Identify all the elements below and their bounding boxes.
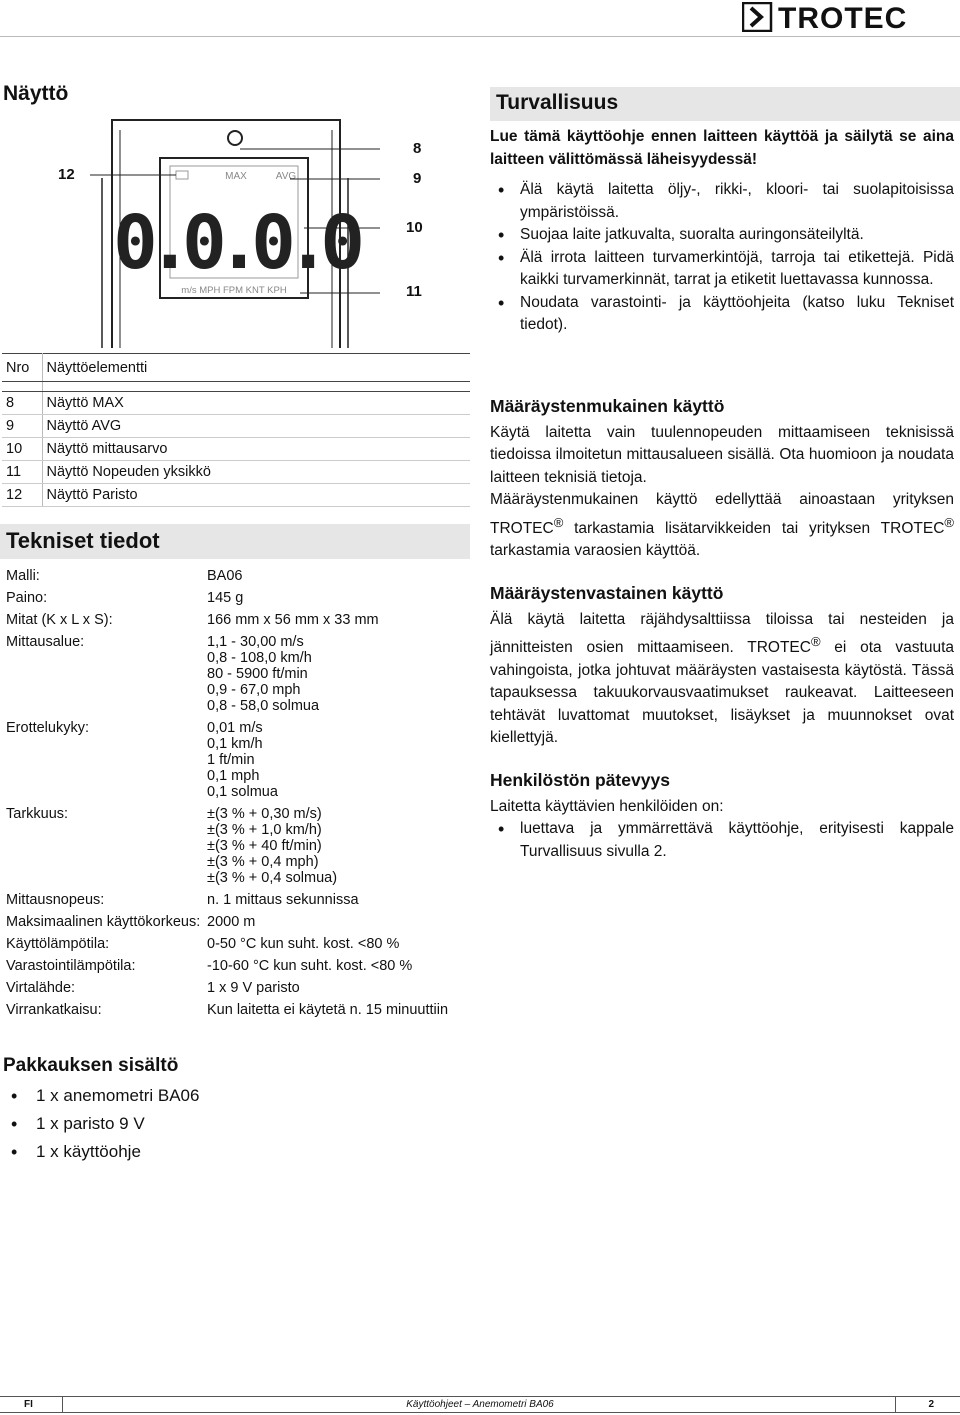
list-item: • 1 x paristo 9 V: [6, 1110, 199, 1138]
intended-text-a: Määräystenmukainen käyttö edellyttää ainoastaan yrityksen TROTEC: [490, 491, 954, 537]
intended-use-title: Määräystenmukainen käyttö: [490, 396, 725, 416]
legend-element: Näyttö Nopeuden yksikkö: [42, 461, 470, 484]
improper-text-a: Älä käytä laitetta räjähdysalttiissa tiloissa tai nesteiden ja jännitteisten osien mittaamiseen. TROTEC: [490, 610, 954, 656]
spec-row: [6, 806, 466, 886]
callout-12: 12: [58, 166, 75, 183]
list-item: • 1 x käyttöohje: [6, 1138, 199, 1166]
improper-use-section: [490, 582, 954, 750]
intended-use-p1: Käytä laitetta vain tuulennopeuden mittaamiseen teknisissä tiedoissa ilmoitetun mittausalueen sisällä. Ota huomioon ja noudata laitteen teknisiä tietoja.: [490, 423, 954, 486]
spec-key: Tarkkuus:: [6, 806, 69, 822]
spec-value: 0,01 m/s: [207, 720, 263, 736]
legend-header-row: [2, 354, 470, 382]
spec-row: [6, 612, 466, 628]
spec-row: [6, 1002, 466, 1018]
spec-row: [6, 914, 466, 930]
display-title: Näyttö: [3, 82, 69, 105]
spec-value: ±(3 % + 0,4 solmua): [207, 870, 338, 886]
list-item: • 1 x anemometri BA06: [6, 1082, 199, 1110]
legend-nr: 11: [2, 461, 42, 484]
footer-doc-title: Käyttöohjeet – Anemometri BA06: [406, 1399, 554, 1410]
spec-row: [6, 568, 466, 584]
spec-value: 0,8 - 58,0 solmua: [207, 698, 320, 714]
spec-key: Mitat (K x L x S):: [6, 612, 113, 628]
list-item: • Noudata varastointi- ja käyttöohjeita (katso luku Tekniset tiedot).: [490, 292, 954, 337]
safety-title: Turvallisuus: [490, 87, 960, 121]
legend-element: Näyttö mittausarvo: [42, 438, 470, 461]
spec-value: 1 x 9 V paristo: [207, 980, 300, 996]
personnel-bullets: [490, 818, 954, 863]
spec-value: 0,1 mph: [207, 768, 260, 784]
legend-header-element: Näyttöelementti: [42, 354, 470, 382]
spec-value: 0,8 - 108,0 km/h: [207, 650, 312, 666]
spec-row: [6, 980, 466, 996]
spec-key: Erottelukyky:: [6, 720, 89, 736]
spec-row: [6, 892, 466, 908]
spec-value: 166 mm x 56 mm x 33 mm: [207, 612, 379, 628]
spec-value: 80 - 5900 ft/min: [207, 666, 308, 682]
spec-key: Maksimaalinen käyttökorkeus:: [6, 914, 201, 930]
tech-spec-list: [6, 568, 466, 1024]
spec-key: Malli:: [6, 568, 40, 584]
list-item: • luettava ja ymmärrettävä käyttöohje, erityisesti kappale Turvallisuus sivulla 2.: [490, 818, 954, 863]
spec-value: 1,1 - 30,00 m/s: [207, 634, 304, 650]
list-item: • Älä irrota laitteen turvamerkintöjä, tarroja tai etikettejä. Pidä kaikki turvamerkinnät, tarrat ja etiketit luettavassa kunnossa.: [490, 247, 954, 292]
package-list: [6, 1082, 199, 1166]
table-row: [2, 438, 470, 461]
personnel-section: [490, 769, 954, 863]
page-footer: [0, 1396, 960, 1413]
callout-9: 9: [413, 170, 422, 187]
legend-nr: 10: [2, 438, 42, 461]
footer-language: FI: [24, 1399, 33, 1410]
safety-intro: Lue tämä käyttöohje ennen laitteen käyttöä ja säilytä se aina laitteen välittömässä läheisyydessä!: [490, 128, 954, 168]
spec-value: 0,1 solmua: [207, 784, 278, 800]
improper-text-b: ei ota vastuuta vahingoista, jotka johtuvat määräysten vastaisesta käytöstä. Tässä tapauksessa takuukorvausvaatimukset raukeavat. Laitteeseen tehtävät luvattomat muutokset, lisäykset ja muunnokset ovat kiellettyjä.: [490, 639, 954, 746]
intended-use-section: [490, 395, 954, 563]
callout-8: 8: [413, 140, 422, 157]
list-item: • Älä käytä laitetta öljy-, rikki-, kloori- tai suolapitoisissa ympäristöissä.: [490, 179, 954, 224]
table-row: [2, 484, 470, 507]
lcd-max-label: MAX: [225, 171, 247, 182]
brand-name: TROTEC: [778, 2, 908, 32]
table-row: [2, 415, 470, 438]
spec-value: ±(3 % + 40 ft/min): [207, 838, 322, 854]
spec-value: 0-50 °C kun suht. kost. <80 %: [207, 936, 400, 952]
spec-value: BA06: [207, 568, 243, 584]
improper-use-title: Määräystenvastainen käyttö: [490, 583, 724, 603]
spec-value: ±(3 % + 0,4 mph): [207, 854, 319, 870]
personnel-intro: Laitetta käyttävien henkilöiden on:: [490, 797, 724, 815]
intended-text-b: tarkastamia lisätarvikkeiden tai yrityksen TROTEC: [563, 519, 945, 537]
legend-element: Näyttö Paristo: [42, 484, 470, 507]
lcd-units: m/s MPH FPM KNT KPH: [181, 285, 287, 296]
spec-value: ±(3 % + 1,0 km/h): [207, 822, 322, 838]
spec-key: Paino:: [6, 590, 48, 606]
registered-mark: ®: [944, 514, 954, 530]
spec-key: Mittausnopeus:: [6, 892, 105, 908]
spec-value: 0,9 - 67,0 mph: [207, 682, 301, 698]
spec-row: [6, 720, 466, 800]
spec-key: Varastointilämpötila:: [6, 958, 136, 974]
legend-element: Näyttö MAX: [42, 392, 470, 415]
display-legend-table: [2, 353, 470, 507]
callout-10: 10: [406, 219, 423, 236]
personnel-title: Henkilöstön pätevyys: [490, 770, 670, 790]
header-rule: [0, 36, 960, 37]
spec-row: [6, 634, 466, 714]
safety-bullets: [490, 179, 954, 337]
legend-nr: 9: [2, 415, 42, 438]
intended-text-c: tarkastamia varaosien käyttöä.: [490, 542, 701, 559]
callout-11: 11: [406, 283, 422, 300]
lcd-digits: 0.0.0.0: [113, 200, 355, 286]
spec-value: n. 1 mittaus sekunnissa: [207, 892, 359, 908]
intended-use-p2: [490, 489, 954, 563]
spec-key: Virtalähde:: [6, 980, 76, 996]
spec-value: 0,1 km/h: [207, 736, 263, 752]
device-display-figure: [90, 118, 380, 348]
spec-value: Kun laitetta ei käytetä n. 15 minuuttiin: [207, 1002, 449, 1018]
legend-header-nro: Nro: [2, 354, 42, 382]
spec-value: 1 ft/min: [207, 752, 255, 768]
legend-nr: 8: [2, 392, 42, 415]
spec-key: Mittausalue:: [6, 634, 85, 650]
registered-mark: ®: [810, 634, 821, 649]
package-title: Pakkauksen sisältö: [3, 1055, 179, 1076]
tech-title: Tekniset tiedot: [0, 524, 470, 559]
trotec-logo: [742, 2, 954, 32]
spec-value: 2000 m: [207, 914, 256, 930]
footer-page-number: 2: [928, 1399, 934, 1410]
improper-use-p1: [490, 609, 954, 750]
spec-value: 145 g: [207, 590, 244, 606]
spec-key: Virrankatkaisu:: [6, 1002, 102, 1018]
spec-value: -10-60 °C kun suht. kost. <80 %: [207, 958, 413, 974]
lcd-avg-label: AVG: [275, 171, 297, 182]
safety-section: [490, 126, 954, 337]
legend-nr: 12: [2, 484, 42, 507]
table-row: [2, 392, 470, 415]
table-row: [2, 461, 470, 484]
legend-element: Näyttö AVG: [42, 415, 470, 438]
list-item: • Suojaa laite jatkuvalta, suoralta auringonsäteilyltä.: [490, 224, 954, 247]
spec-key: Käyttölämpötila:: [6, 936, 110, 952]
spec-value: ±(3 % + 0,30 m/s): [207, 806, 322, 822]
spec-row: [6, 936, 466, 952]
registered-mark: ®: [553, 514, 564, 530]
spec-row: [6, 958, 466, 974]
spec-row: [6, 590, 466, 606]
